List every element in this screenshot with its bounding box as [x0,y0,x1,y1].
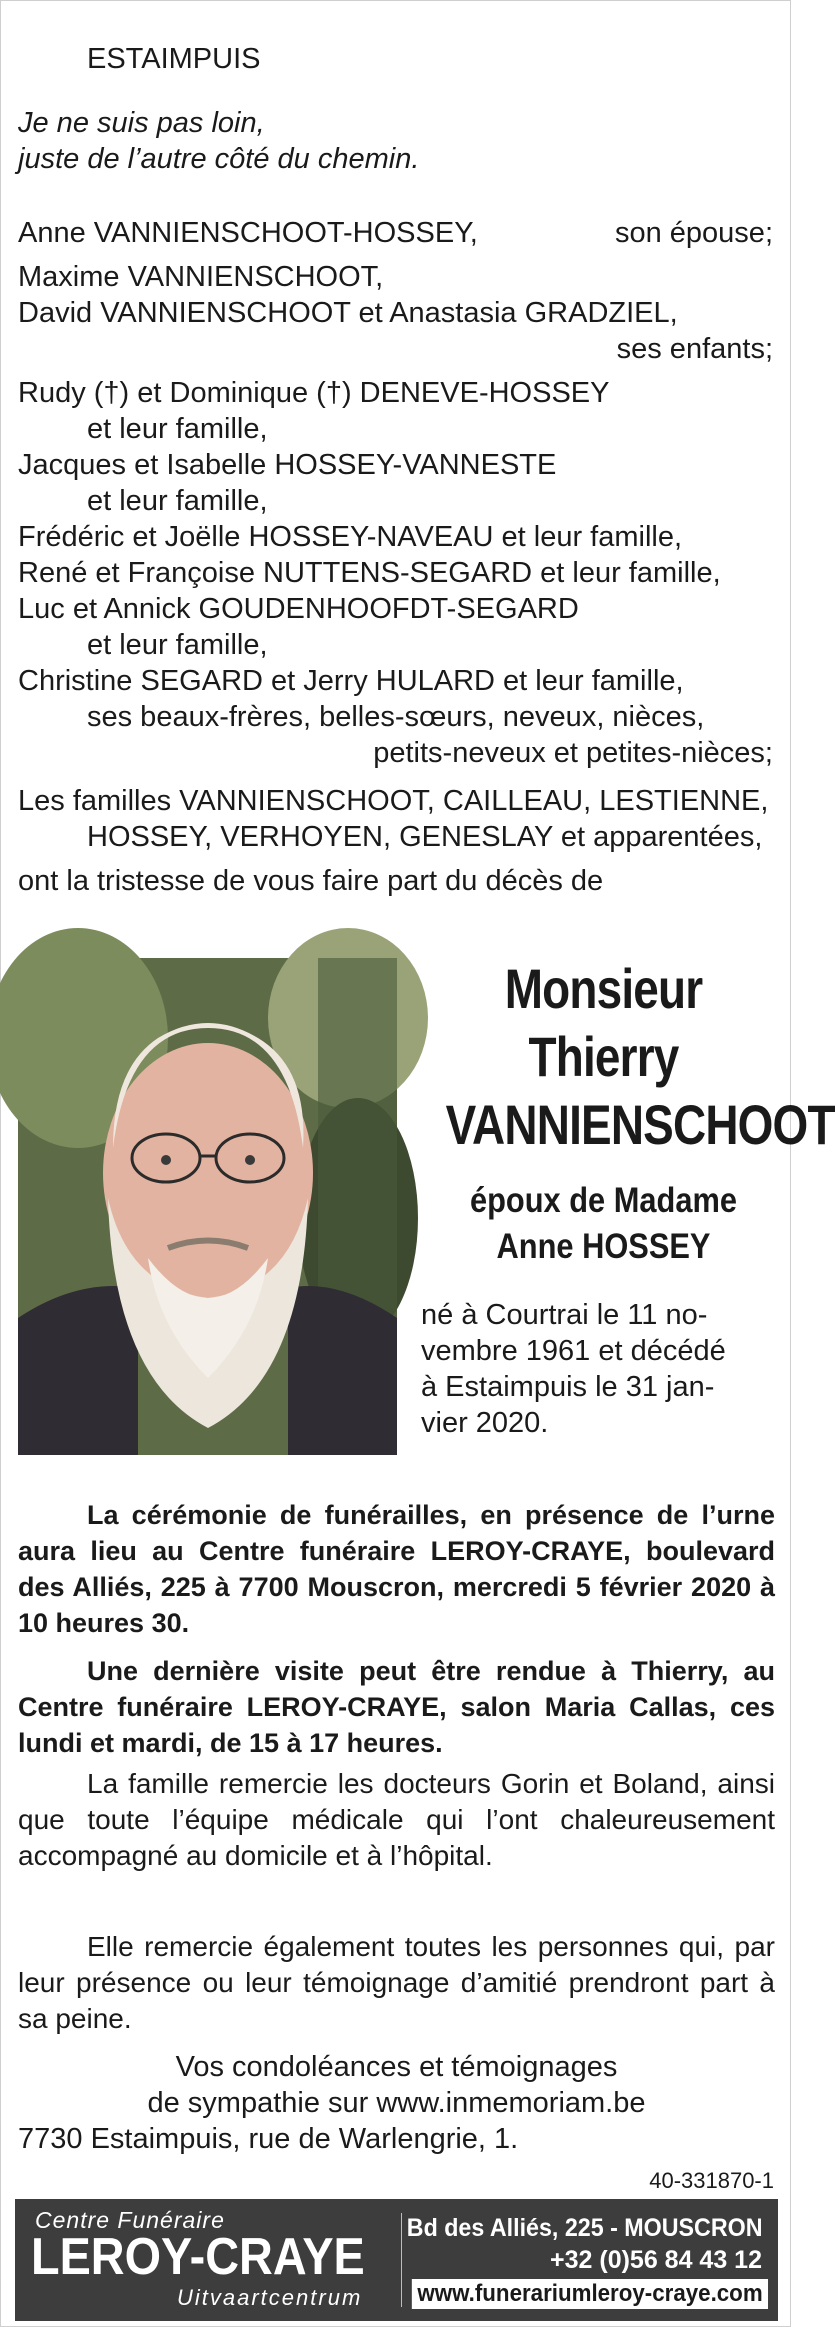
children-role: ses enfants; [616,333,773,365]
families-line: HOSSEY, VERHOYEN, GENESLAY et apparentées, [87,821,763,853]
town-heading: ESTAIMPUIS [87,43,261,75]
relative-line: Jacques et Isabelle HOSSEY-VANNESTE [18,449,557,481]
relative-line: René et Françoise NUTTENS-SEGARD et leur famille, [18,557,721,589]
banner-brand: LEROY-CRAYE [31,2228,365,2286]
relative-line: et leur famille, [87,629,268,661]
families-line: Les familles VANNIENSCHOOT, CAILLEAU, LESTIENNE, [18,785,769,817]
birth-line: à Estaimpuis le 31 jan- [421,1371,715,1403]
relative-line: Frédéric et Joëlle HOSSEY-NAVEAU et leur famille, [18,521,683,553]
relative-line: Rudy (†) et Dominique (†) DENEVE-HOSSEY [18,377,610,409]
poem-line: juste de l’autre côté du chemin. [18,143,420,175]
condolences-line: Vos condoléances et témoignages [175,2051,618,2083]
announce-line: ont la tristesse de vous faire part du décès de [18,865,604,897]
birth-line: vembre 1961 et décédé [421,1335,726,1367]
condolences-line: de sympathie sur www.inmemoriam.be [147,2087,646,2119]
ceremony-paragraph: La cérémonie de funérailles, en présence de l’urne aura lieu au Centre funéraire LEROY-CRAYE, boulevard des Alliés, 225 à 7700 Mouscron, mercredi 5 février 2020 à 10 heures 30. [18,1500,775,1638]
funeral-home-banner [15,2199,778,2321]
deceased-title: Monsieur [504,957,703,1020]
birth-line: vier 2020. [421,1407,549,1439]
banner-label-top: Centre Funéraire [35,2207,225,2233]
relative-line: petits-neveux et petites-nièces; [373,737,773,769]
relative-line: et leur famille, [87,485,268,517]
home-address: 7730 Estaimpuis, rue de Warlengrie, 1. [18,2123,519,2155]
spouse-line: époux de Madame [469,1181,737,1220]
banner-website[interactable]: www.funerariumleroy-craye.com [412,2279,768,2309]
deceased-photo [18,958,397,1455]
wife-name: Anne VANNIENSCHOOT-HOSSEY, [18,217,478,249]
relative-line: et leur famille, [87,413,268,445]
portrait-image [18,958,397,1455]
banner-address: Bd des Alliés, 225 - MOUSCRON [406,2214,762,2242]
deceased-last-name: VANNIENSCHOOT [445,1093,835,1156]
banner-divider [401,2213,402,2307]
visit-paragraph: Une dernière visite peut être rendue à Thierry, au Centre funéraire LEROY-CRAYE, salon Maria Callas, ces lundi et mardi, de 15 à 17 heures. [18,1656,775,1758]
banner-label-bottom: Uitvaartcentrum [177,2285,363,2310]
spouse-line: Anne HOSSEY [496,1227,711,1266]
child-name: David VANNIENSCHOOT et Anastasia GRADZIEL, [18,297,678,329]
thanks-all-paragraph: Elle remercie également toutes les personnes qui, par leur présence ou leur témoignage d’amitié prendront part à sa peine. [18,1931,775,2034]
banner-phone: +32 (0)56 84 43 12 [550,2246,762,2274]
relative-line: Luc et Annick GOUDENHOOFDT-SEGARD [18,593,579,625]
relative-line: ses beaux-frères, belles-sœurs, neveux, nièces, [87,701,705,733]
reference-code: 40-331870-1 [649,2168,774,2193]
thanks-doctors-paragraph: La famille remercie les docteurs Gorin et Boland, ainsi que toute l’équipe médicale qui l’ont chaleureusement accompagné au domicile et à l’hôpital. [18,1768,775,1871]
wife-role: son épouse; [614,217,773,249]
birth-line: né à Courtrai le 11 no- [421,1299,708,1331]
relative-line: Christine SEGARD et Jerry HULARD et leur famille, [18,665,684,697]
child-name: Maxime VANNIENSCHOOT, [18,261,384,293]
poem-line: Je ne suis pas loin, [18,107,265,139]
deceased-first-name: Thierry [528,1025,679,1088]
